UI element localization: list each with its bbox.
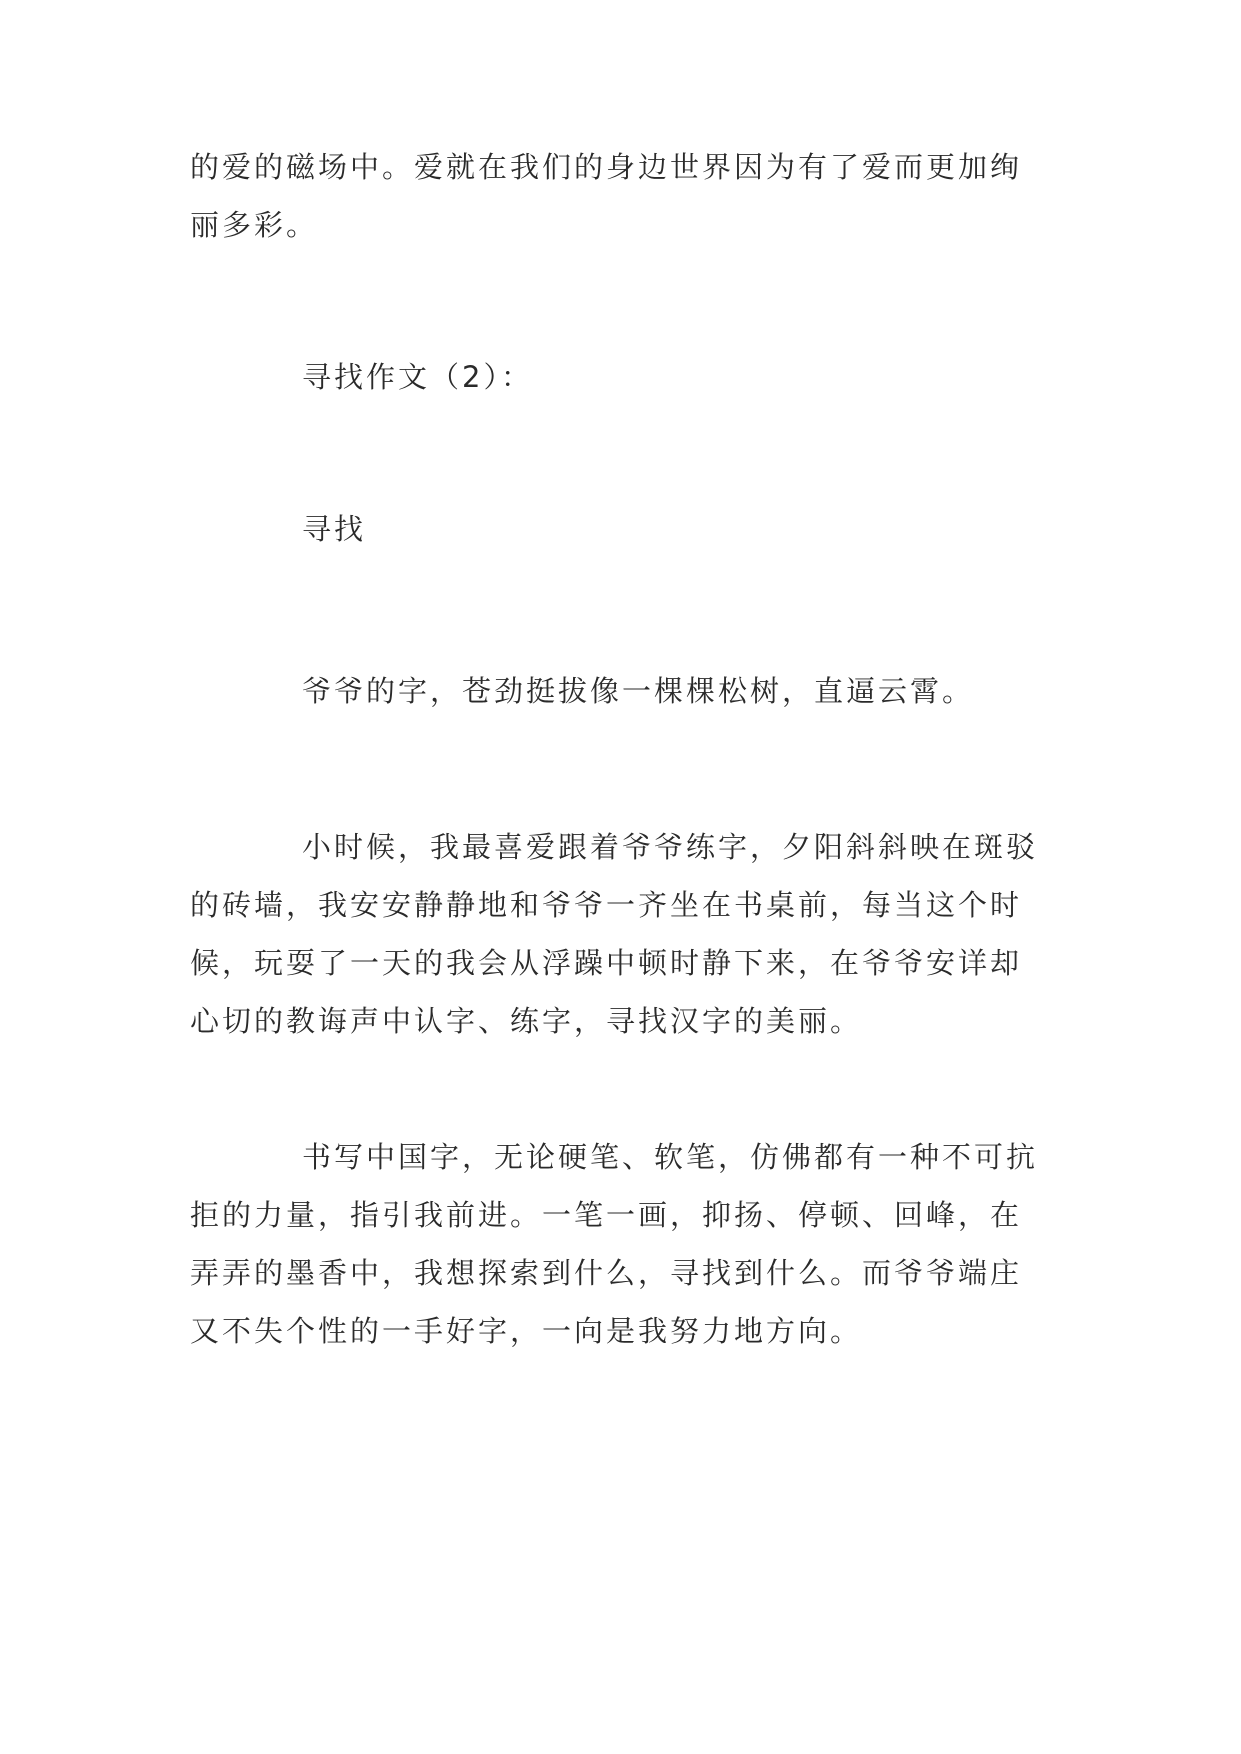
text-line: 书写中国字，无论硬笔、软笔，仿佛都有一种不可抗 [302, 1140, 1039, 1174]
text-line: 寻找作文（2）： [302, 360, 533, 394]
section-heading [190, 348, 1060, 406]
text-line: 丽多彩。 [190, 208, 319, 242]
text-line: 心切的教诲声中认字、练字，寻找汉字的美丽。 [190, 1004, 863, 1038]
text-line: 候，玩耍了一天的我会从浮躁中顿时静下来，在爷爷安详却 [190, 946, 1023, 980]
text-line: 拒的力量，指引我前进。一笔一画，抑扬、停顿、回峰，在 [190, 1198, 1023, 1232]
paragraph-writing-chinese [190, 1128, 1060, 1360]
text-line: 的爱的磁场中。爱就在我们的身边世界因为有了爱而更加绚 [190, 150, 1023, 184]
text-line: 的砖墙，我安安静静地和爷爷一齐坐在书桌前，每当这个时 [190, 888, 1023, 922]
text-line: 又不失个性的一手好字，一向是我努力地方向。 [190, 1314, 863, 1348]
paragraph-love-ending [190, 138, 1060, 254]
paragraph-childhood-practice [190, 818, 1060, 1050]
paragraph-grandfather-handwriting [190, 662, 1060, 720]
text-line: 弄弄的墨香中，我想探索到什么，寻找到什么。而爷爷端庄 [190, 1256, 1023, 1290]
text-line: 爷爷的字，苍劲挺拔像一棵棵松树，直逼云霄。 [302, 674, 975, 708]
text-line: 寻找 [302, 512, 367, 546]
text-line: 小时候，我最喜爱跟着爷爷练字，夕阳斜斜映在斑驳 [302, 830, 1039, 864]
essay-title [190, 500, 1060, 558]
